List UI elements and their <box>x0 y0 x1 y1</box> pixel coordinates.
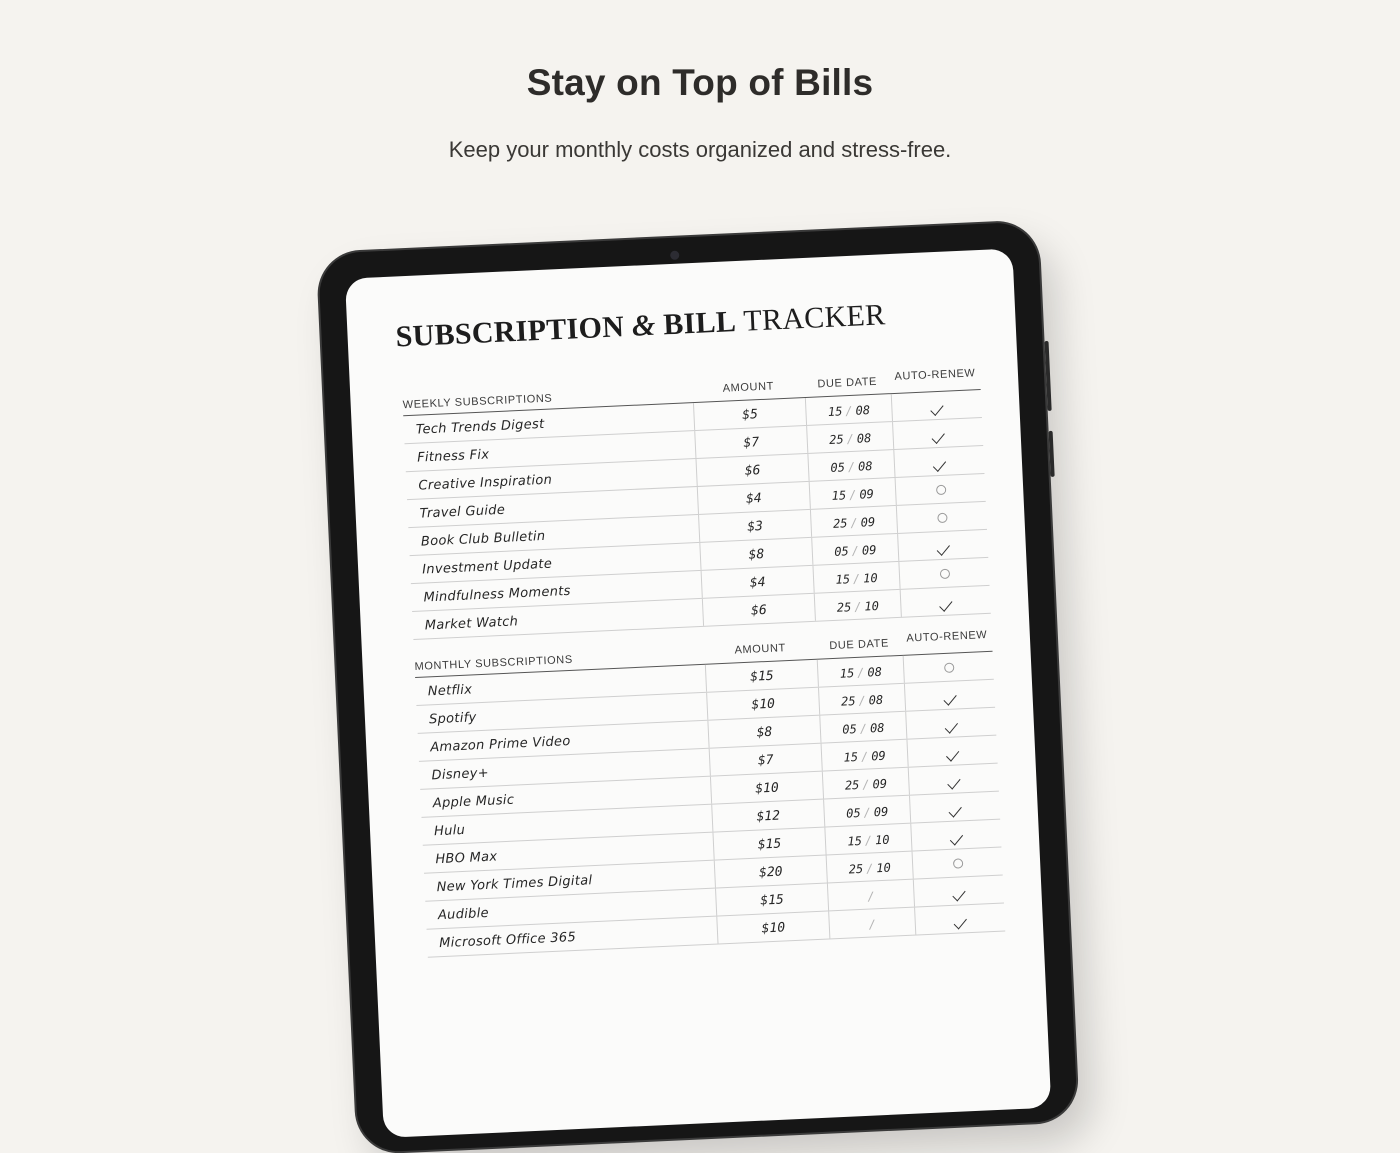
due-day: 05 <box>830 460 846 475</box>
due-day: 15 <box>839 666 855 681</box>
due-day: 25 <box>848 861 864 877</box>
due-day: 15 <box>831 488 847 503</box>
date-separator: / <box>864 833 873 848</box>
due-date-cell[interactable] <box>826 852 913 883</box>
amount-cell[interactable]: $10 <box>706 688 819 720</box>
due-day: 05 <box>842 722 858 737</box>
hero-subtitle: Keep your monthly costs organized and stress-free. <box>448 137 952 162</box>
empty-circle-icon <box>935 485 945 495</box>
date-separator: / <box>860 749 869 764</box>
auto-renew-cell[interactable] <box>910 820 1001 851</box>
auto-renew-cell[interactable] <box>908 764 999 795</box>
auto-renew-cell[interactable] <box>905 708 996 739</box>
due-month: 10 <box>864 598 880 614</box>
due-month: 09 <box>860 514 876 530</box>
amount-cell[interactable]: $15 <box>712 828 825 860</box>
date-separator: / <box>847 459 856 475</box>
date-separator: / <box>848 487 857 503</box>
checkmark-icon <box>932 429 945 444</box>
due-day: 15 <box>827 404 843 419</box>
date-separator: / <box>851 543 860 559</box>
checkmark-icon <box>944 691 957 706</box>
auto-renew-cell[interactable] <box>893 446 984 477</box>
subscription-name[interactable]: Mindfulness Moments <box>423 583 572 606</box>
amount-cell[interactable]: $4 <box>701 566 814 598</box>
due-day: 05 <box>833 544 850 559</box>
checkmark-icon <box>933 457 946 472</box>
tablet-device <box>316 179 1136 1113</box>
amount-cell[interactable]: $3 <box>698 510 811 542</box>
due-day: 05 <box>845 805 861 821</box>
amount-cell[interactable]: $4 <box>697 482 810 514</box>
due-date-cell[interactable] <box>818 684 905 715</box>
subscription-name[interactable]: New York Times Digital <box>436 873 593 896</box>
due-date-cell[interactable] <box>823 796 910 827</box>
title-word-tracker: TRACKER <box>742 298 887 338</box>
due-month <box>877 889 878 903</box>
due-date-cell[interactable] <box>811 534 898 565</box>
due-day: 25 <box>840 694 856 709</box>
weekly-rows <box>403 390 991 640</box>
date-separator: / <box>863 805 872 820</box>
checkmark-icon <box>950 831 963 846</box>
monthly-subscriptions-section <box>414 618 1006 958</box>
amount-cell[interactable]: $6 <box>702 594 815 626</box>
date-separator: / <box>859 721 868 736</box>
date-separator: / <box>858 693 867 708</box>
date-separator: / <box>868 917 877 932</box>
subscription-name[interactable]: Book Club Bulletin <box>420 528 546 550</box>
volume-button <box>1045 341 1052 411</box>
due-month: 09 <box>870 748 887 764</box>
due-month: 08 <box>856 431 872 446</box>
checkmark-icon <box>952 887 965 902</box>
due-month: 10 <box>862 570 878 586</box>
due-date-cell[interactable] <box>805 394 892 425</box>
due-month: 08 <box>857 459 873 474</box>
date-separator: / <box>850 515 858 531</box>
due-month: 09 <box>872 776 888 792</box>
amount-cell[interactable]: $15 <box>705 660 818 692</box>
title-ampersand: & <box>631 308 657 343</box>
subscription-name[interactable]: HBO Max <box>435 849 498 868</box>
amount-cell[interactable]: $15 <box>715 884 828 916</box>
date-separator: / <box>852 571 861 587</box>
amount-cell[interactable]: $6 <box>696 454 809 486</box>
weekly-subscriptions-section <box>402 356 991 640</box>
due-date-cell[interactable] <box>827 880 914 911</box>
due-month: 09 <box>873 804 889 820</box>
tablet-frame <box>318 221 1078 1153</box>
subscription-name[interactable]: Spotify <box>428 710 477 728</box>
checkmark-icon <box>945 719 958 734</box>
subscription-name[interactable]: Hulu <box>433 822 466 840</box>
auto-renew-cell[interactable] <box>912 848 1003 879</box>
auto-renew-cell[interactable] <box>904 680 995 711</box>
subscription-name[interactable]: Creative Inspiration <box>418 472 553 494</box>
empty-circle-icon <box>944 663 954 673</box>
subscription-name[interactable]: Netflix <box>427 682 473 700</box>
checkmark-icon <box>949 803 962 818</box>
tablet-screen <box>345 248 1051 1137</box>
auto-renew-cell[interactable] <box>903 652 994 683</box>
checkmark-icon <box>946 747 959 762</box>
auto-renew-cell[interactable] <box>909 792 1000 823</box>
checkmark-icon <box>930 401 943 416</box>
due-date-cell[interactable] <box>821 740 908 771</box>
amount-column-header: AMOUNT <box>722 380 775 395</box>
due-day: 25 <box>836 600 852 615</box>
amount-cell[interactable]: $20 <box>714 856 827 888</box>
auto-renew-cell[interactable] <box>891 390 982 421</box>
due-date-cell[interactable] <box>810 506 897 537</box>
due-date-cell[interactable] <box>807 450 894 481</box>
due-month: 08 <box>868 692 884 708</box>
auto-renew-cell[interactable] <box>900 586 991 617</box>
subscription-name[interactable]: Travel Guide <box>419 502 506 522</box>
due-day <box>864 890 865 904</box>
amount-cell[interactable]: $5 <box>693 398 806 430</box>
subscription-name[interactable]: Market Watch <box>424 614 519 634</box>
amount-cell[interactable]: $12 <box>711 800 824 832</box>
date-separator: / <box>846 431 855 447</box>
auto-renew-cell[interactable] <box>906 736 997 767</box>
tracker-title <box>395 298 886 354</box>
amount-cell[interactable]: $10 <box>710 772 823 804</box>
due-day: 25 <box>828 432 844 447</box>
auto-renew-cell[interactable] <box>913 876 1004 907</box>
due-month: 09 <box>859 486 875 502</box>
due-month: 08 <box>855 403 871 418</box>
amount-cell[interactable]: $8 <box>707 716 820 748</box>
due-date-cell[interactable] <box>814 590 901 621</box>
power-button <box>1049 431 1055 477</box>
due-day: 25 <box>844 777 860 793</box>
auto-renew-cell[interactable] <box>897 530 988 561</box>
auto-renew-cell[interactable] <box>892 418 983 449</box>
subscription-name[interactable]: Tech Trends Digest <box>415 416 545 438</box>
auto-renew-cell[interactable] <box>898 558 989 589</box>
due-date-cell[interactable] <box>819 712 906 743</box>
empty-circle-icon <box>952 858 962 868</box>
due-date-column-header: DUE DATE <box>829 637 890 653</box>
subscription-name[interactable]: Fitness Fix <box>416 447 490 466</box>
due-date-cell[interactable] <box>817 656 904 687</box>
due-day <box>865 918 866 932</box>
empty-circle-icon <box>937 513 947 523</box>
amount-cell[interactable]: $7 <box>694 426 807 458</box>
due-day: 15 <box>843 749 859 765</box>
amount-cell[interactable]: $7 <box>709 744 822 776</box>
due-date-cell[interactable] <box>822 768 909 799</box>
due-date-column-header: DUE DATE <box>817 375 878 391</box>
auto-renew-cell[interactable] <box>914 904 1005 935</box>
amount-column-header: AMOUNT <box>734 642 787 657</box>
checkmark-icon <box>939 597 952 612</box>
due-day: 15 <box>847 833 863 849</box>
monthly-section-label: MONTHLY SUBSCRIPTIONS <box>414 653 574 673</box>
date-separator: / <box>862 777 870 792</box>
title-word-subscription: SUBSCRIPTION <box>394 310 625 354</box>
subscription-name[interactable]: Amazon Prime Video <box>429 734 571 756</box>
due-date-cell[interactable] <box>828 908 915 939</box>
due-month: 08 <box>867 664 883 680</box>
auto-renew-column-header: AUTO-RENEW <box>906 628 988 645</box>
due-date-cell[interactable] <box>806 422 893 453</box>
due-month: 10 <box>874 832 890 848</box>
date-separator: / <box>845 403 853 419</box>
auto-renew-cell[interactable] <box>895 474 986 505</box>
title-word-bill: BILL <box>662 305 737 342</box>
weekly-section-label: WEEKLY SUBSCRIPTIONS <box>402 392 553 412</box>
subscription-name[interactable]: Audible <box>437 905 490 924</box>
date-separator: / <box>856 665 865 680</box>
subscription-name[interactable]: Investment Update <box>421 556 553 578</box>
due-month: 09 <box>861 542 877 558</box>
checkmark-icon <box>954 914 967 929</box>
amount-cell[interactable]: $8 <box>699 538 812 570</box>
hero-title: Stay on Top of Bills <box>526 62 874 103</box>
due-date-cell[interactable] <box>809 478 896 509</box>
due-month: 08 <box>869 720 885 736</box>
checkmark-icon <box>947 775 960 790</box>
date-separator: / <box>865 861 874 876</box>
subscription-name[interactable]: Apple Music <box>432 792 515 812</box>
date-separator: / <box>867 889 875 904</box>
date-separator: / <box>853 599 862 614</box>
checkmark-icon <box>937 541 950 556</box>
auto-renew-cell[interactable] <box>896 502 987 533</box>
auto-renew-column-header: AUTO-RENEW <box>894 367 976 383</box>
subscription-name[interactable]: Disney+ <box>431 765 490 784</box>
empty-circle-icon <box>939 569 949 579</box>
amount-cell[interactable]: $10 <box>716 911 829 943</box>
due-month: 10 <box>876 860 892 876</box>
monthly-rows <box>415 652 1005 958</box>
due-date-cell[interactable] <box>812 562 899 593</box>
camera-icon <box>670 251 679 260</box>
due-day: 25 <box>832 516 848 531</box>
due-date-cell[interactable] <box>824 824 911 855</box>
due-month <box>879 917 880 931</box>
subscription-name[interactable]: Microsoft Office 365 <box>438 929 577 952</box>
due-day: 15 <box>835 572 851 587</box>
